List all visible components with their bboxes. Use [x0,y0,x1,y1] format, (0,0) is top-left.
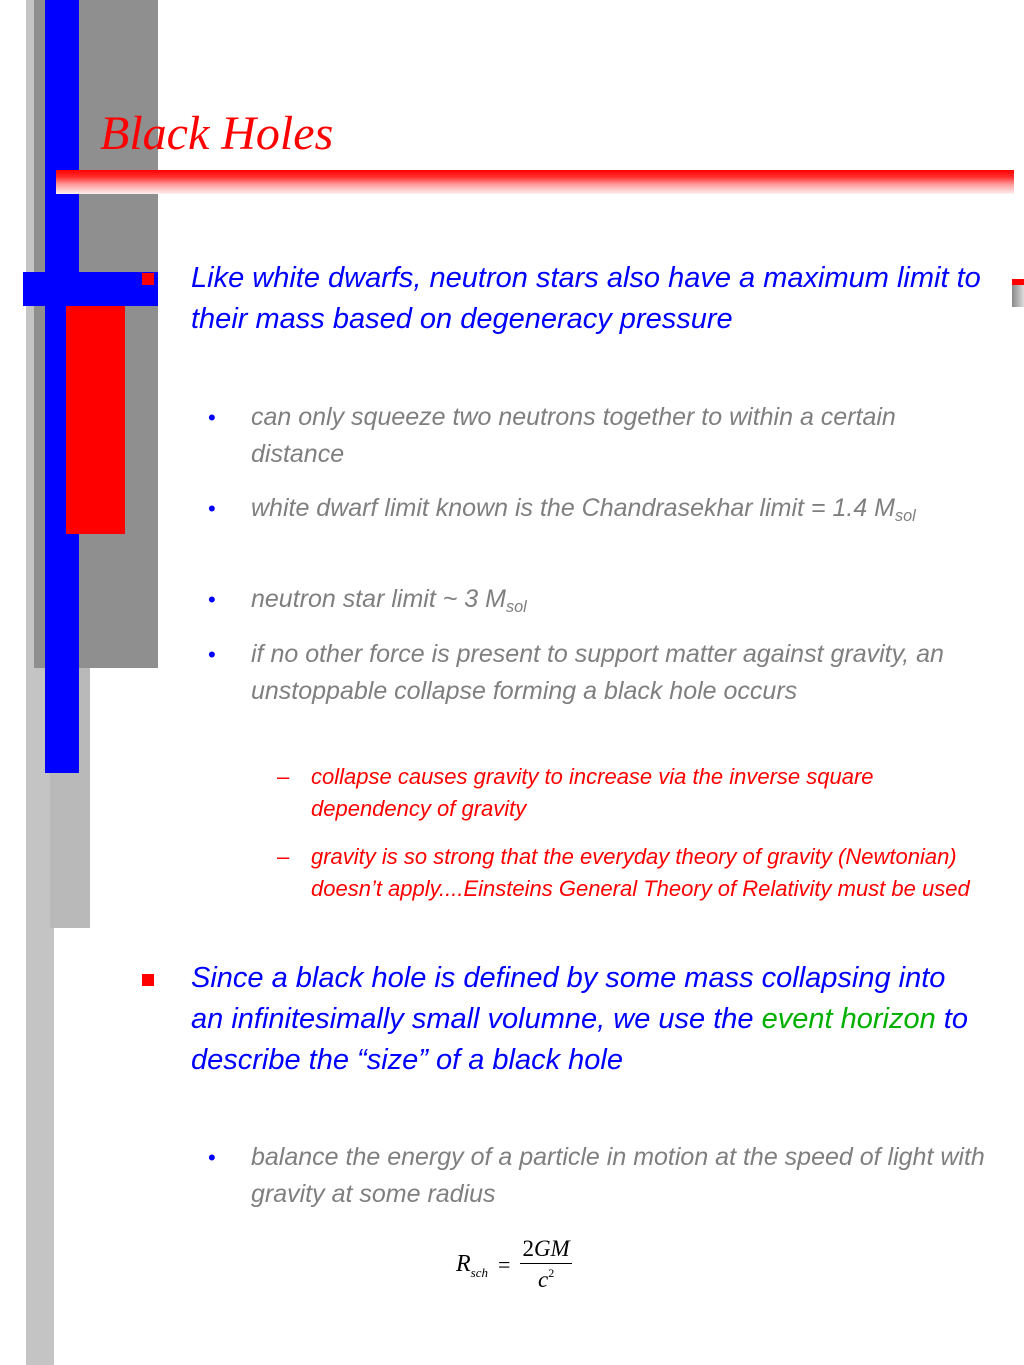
sub-bullet-1-2 [251,490,991,527]
dot-bullet-icon: • [208,642,216,667]
sub-bullet-1-2-text: white dwarf limit known is the Chandrasekhar limit = 1.4 M [251,494,896,522]
dash-bullet-icon: – [277,764,290,789]
sub-bullet-2-1: balance the energy of a particle in motion at the speed of light with gravity at some radius [251,1143,985,1208]
formula-numerator-coeff: 2 [522,1236,534,1261]
formula-lhs [456,1251,488,1278]
decor-edge-gray [1012,285,1024,307]
formula-fraction [520,1236,571,1293]
decor-bar-blue-horizontal [23,272,158,306]
sub-bullet-1-4: if no other force is present to support matter against gravity, an unstoppable collapse forming a black hole occurs [251,640,944,705]
title-underline-rule [56,170,1014,194]
formula-denominator-power: 2 [548,1266,555,1280]
square-bullet-icon [142,273,154,285]
dot-bullet-icon: • [208,1145,216,1170]
dot-bullet-icon: • [208,496,216,521]
bullet-2-text-after: to describe the “size” of a black hole [191,1003,968,1076]
bullet-2-text-before: Since a black hole is defined by some mass collapsing into an infinitesimally small volumne, we use the [191,962,946,1035]
dot-bullet-icon: • [208,587,216,612]
dot-bullet-icon: • [208,405,216,430]
sub-bullet-1-1: can only squeeze two neutrons together to within a certain distance [251,403,896,468]
formula-numerator [520,1236,571,1264]
formula-numerator-vars: GM [533,1236,570,1261]
sub-bullet-1-3 [251,581,991,618]
bullet-2-text [191,958,981,1081]
decor-block-red [66,306,125,534]
sub-bullet-1-3-text: neutron star limit ~ 3 M [251,585,506,613]
square-bullet-icon [142,974,154,986]
subscript-sol: sol [895,506,916,525]
formula-denominator-symbol: c [537,1267,549,1292]
bullet-1-text: Like white dwarfs, neutron stars also have a maximum limit to their mass based on degeneracy pressure [191,262,981,335]
sub-sub-bullet-1-4-1: collapse causes gravity to increase via the inverse square dependency of gravity [311,764,874,821]
event-horizon-highlight: event horizon [761,1003,936,1035]
sub-sub-bullet-1-4-2: gravity is so strong that the everyday theory of gravity (Newtonian) doesn’t apply....Einsteins General Theory of Relativity must be used [311,844,970,901]
formula-denominator [538,1264,554,1293]
page-title: Black Holes [100,107,334,160]
subscript-sol: sol [505,597,527,616]
schwarzschild-radius-formula [456,1236,572,1293]
formula-equals: = [498,1251,511,1277]
dash-bullet-icon: – [277,844,290,869]
formula-lhs-symbol: R [456,1251,471,1277]
formula-lhs-subscript: sch [470,1265,489,1280]
